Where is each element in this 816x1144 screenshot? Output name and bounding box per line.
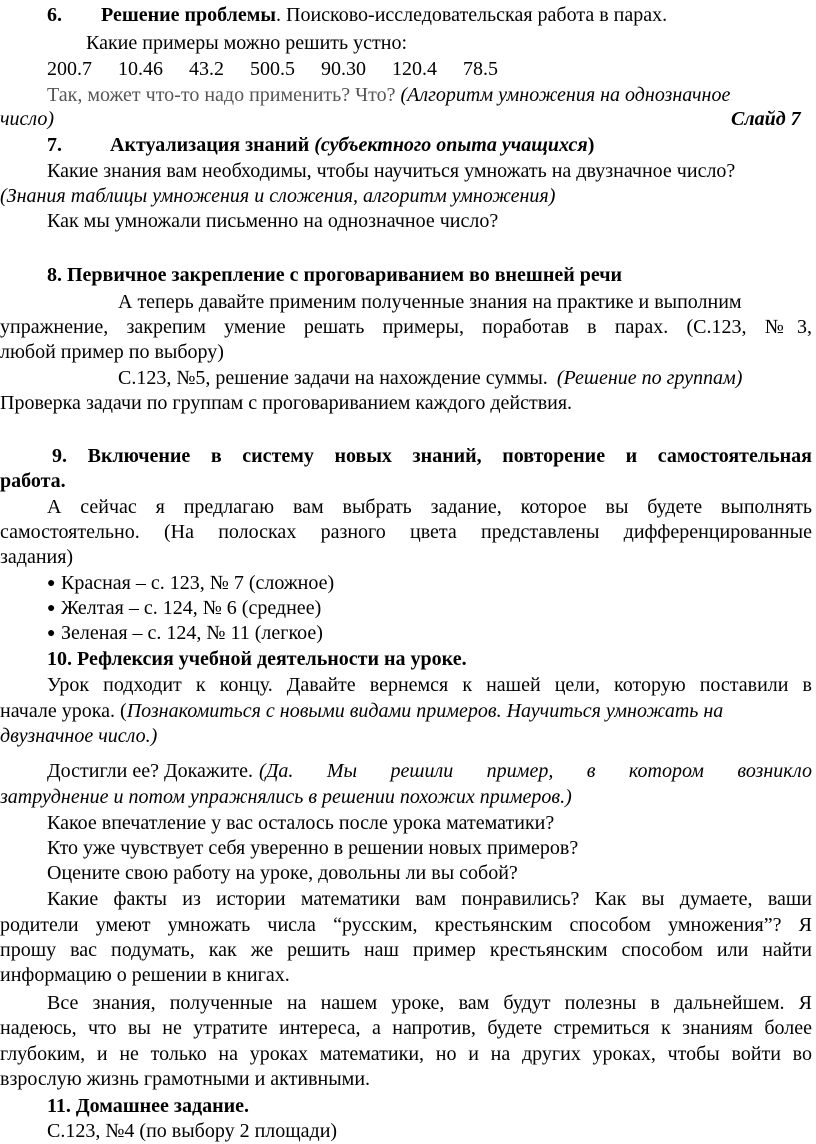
section-10-question-2: Кто уже чувствует себя уверенно в решении новых примеров? <box>47 837 579 859</box>
section-10-p3-line4: информацию о решении в книгах. <box>0 964 290 986</box>
example-value: 500.5 <box>250 58 295 80</box>
section-10-p4-line2: надеюсь, что вы не утратите интереса, а напротив, будете стремиться к знаниям более <box>0 1017 812 1039</box>
bullet-icon: ● <box>47 601 56 616</box>
example-value: 78.5 <box>463 58 498 80</box>
section-7-question-2: Как мы умножали письменно на однозначное число? <box>47 210 499 232</box>
section-6-heading: 6. Решение проблемы. Поисково-исследовательская работа в парах. <box>47 4 668 26</box>
section-10-question-1: Какое впечатление у вас осталось после урока математики? <box>47 812 555 834</box>
section-8-p1-line3: любой пример по выбору) <box>0 341 224 363</box>
example-value: 90.30 <box>321 58 366 80</box>
section-10-question-3: Оцените свою работу на уроке, довольны ли вы собой? <box>47 862 518 884</box>
section-11-task: С.123, №4 (по выбору 2 площади) <box>47 1120 338 1142</box>
section-11-heading: 11. Домашнее задание. <box>47 1095 250 1117</box>
section-10-p3-line1: Какие факты из истории математики вам понравились? Как вы думаете, ваши <box>47 888 812 910</box>
section-10-p1-line3: двузначное число.) <box>0 725 158 747</box>
example-value: 10.46 <box>118 58 163 80</box>
section-10-p4-line1: Все знания, полученные на нашем уроке, вам будут полезны в дальнейшем. Я <box>47 992 812 1014</box>
section-10-p4-line4: взрослую жизнь грамотными и активными. <box>0 1068 371 1090</box>
section-8-p1-line2: упражнение, закрепим умение решать примеры, поработав в парах. (С.123, №3, <box>0 316 812 338</box>
section-10-p3-line2: родители умеют умножать числа “русским, крестьянским способом умножения”? Я <box>0 914 812 936</box>
section-7-answer-1: (Знания таблицы умножения и сложения, алгоритм умножения) <box>0 185 556 207</box>
section-10-p2-line1: Достигли ее? Докажите. (Да. Мы решили пример, в котором возникло <box>47 760 812 782</box>
section-6-hint-end: число) <box>0 108 55 130</box>
example-value: 120.4 <box>392 58 437 80</box>
section-6-prompt: Какие примеры можно решить устно: <box>86 32 408 54</box>
section-9-heading-line2: работа. <box>0 470 66 492</box>
section-8-heading: 8. Первичное закрепление с проговариванием во внешней речи <box>47 264 623 286</box>
section-8-p2-line2: Проверка задачи по группам с проговариванием каждого действия. <box>0 392 573 414</box>
section-7-question-1: Какие знания вам необходимы, чтобы научиться умножать на двузначное число? <box>47 160 736 182</box>
section-8-p2-line1: С.123, №5, решение задачи на нахождение суммы. (Решение по группам) <box>118 367 743 389</box>
section-9-p-line3: задания) <box>0 546 74 568</box>
task-green: ● Зеленая – с. 124, № 11 (легкое) <box>47 620 323 647</box>
section-7-heading: 7. Актуализация знаний (субъектного опыта учащихся) <box>47 134 595 156</box>
task-yellow: ● Желтая – с. 124, № 6 (среднее) <box>47 595 321 622</box>
section-10-p3-line3: прошу вас подумать, как же решить наш пример крестьянским способом или найти <box>0 939 812 961</box>
example-value: 43.2 <box>189 58 224 80</box>
section-10-heading: 10. Рефлексия учебной деятельности на уроке. <box>47 648 467 670</box>
section-6-question: Так, может что-то надо применить? Что? (Алгоритм умножения на однозначное <box>47 84 731 106</box>
section-9-p-line1: А сейчас я предлагаю вам выбрать задание, которое вы будете выполнять <box>47 496 812 518</box>
section-10-p2-line2: затруднение и потом упражнялись в решении похожих примеров.) <box>0 786 572 808</box>
section-10-p1-line1: Урок подходит к концу. Давайте вернемся к нашей цели, которую поставили в <box>47 674 812 696</box>
task-red: ● Красная – с. 123, № 7 (сложное) <box>47 570 334 597</box>
bullet-icon: ● <box>47 576 56 591</box>
section-6-examples <box>47 56 524 82</box>
section-9-p-line2: самостоятельно. (На полосках разного цвета представлены дифференцированные <box>0 521 812 543</box>
section-9-heading-line1: 9. Включение в систему новых знаний, повторение и самостоятельная <box>52 445 812 467</box>
section-10-p4-line3: глубоким, и не только на уроках математики, но и на других уроках, чтобы войти во <box>0 1043 812 1065</box>
example-value: 200.7 <box>47 58 92 80</box>
section-8-p1-line1: А теперь давайте применим полученные знания на практике и выполним <box>118 291 742 313</box>
section-10-p1-line2: начале урока. (Познакомиться с новыми видами примеров. Научиться умножать на <box>0 700 724 722</box>
slide-label: Слайд 7 <box>731 108 801 130</box>
bullet-icon: ● <box>47 626 56 641</box>
